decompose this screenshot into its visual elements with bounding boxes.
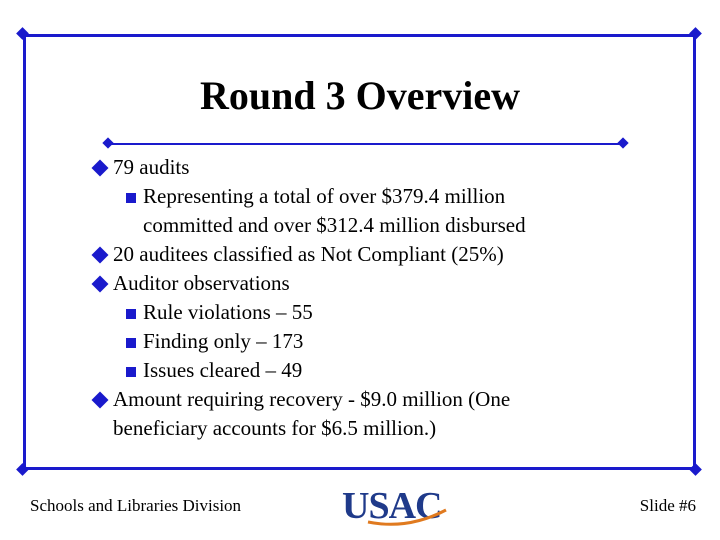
slide-title: Round 3 Overview — [200, 73, 520, 118]
slide-number: Slide #6 — [639, 496, 696, 515]
bullet-item-text: Amount requiring recovery - $9.0 million (One — [113, 387, 511, 411]
square-bullet-icon — [126, 309, 136, 319]
sub-bullet-item-text: Representing a total of over $379.4 million — [143, 184, 506, 208]
bullet-item-text: Auditor observations — [113, 271, 290, 295]
square-bullet-icon — [126, 367, 136, 377]
square-bullet-icon — [126, 338, 136, 348]
square-bullet-icon — [126, 193, 136, 203]
sub-bullet-item-text: committed and over $312.4 million disbursed — [143, 213, 526, 237]
footer-division-name: Schools and Libraries Division — [30, 496, 242, 515]
sub-bullet-item-text: Rule violations – 55 — [143, 300, 313, 324]
title-underline — [108, 143, 623, 145]
bullet-item-text: 79 audits — [113, 155, 190, 179]
sub-bullet-item-text: Issues cleared – 49 — [143, 358, 303, 382]
sub-bullet-item-text: Finding only – 173 — [143, 329, 304, 353]
bullet-item-text: 20 auditees classified as Not Compliant (25%) — [113, 242, 504, 266]
logo-text: USAC — [342, 485, 442, 527]
usac-logo — [338, 480, 448, 528]
bullet-item-text: beneficiary accounts for $6.5 million.) — [113, 416, 437, 440]
